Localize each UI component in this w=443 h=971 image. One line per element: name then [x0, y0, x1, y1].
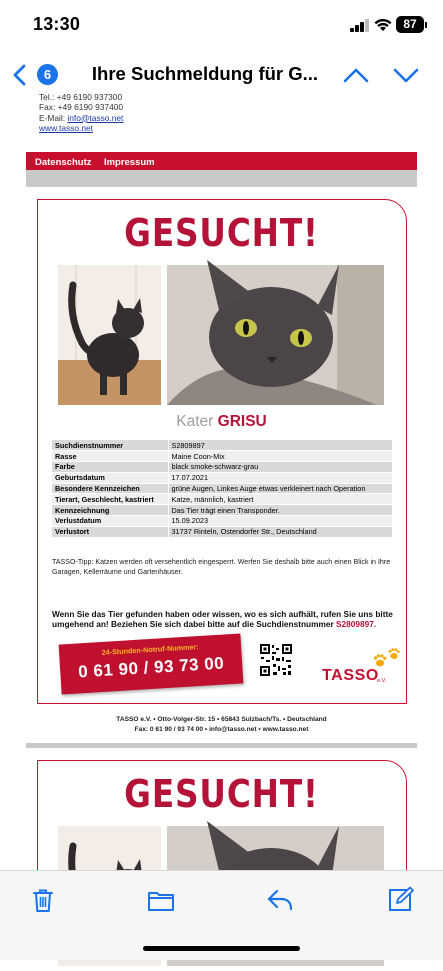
info-value: S2809897: [168, 440, 392, 451]
info-value: 31737 Rinteln, Ostendorfer Str., Deutschland: [168, 526, 392, 537]
email-link[interactable]: info@tasso.net: [67, 112, 124, 123]
battery-cap: [425, 22, 427, 28]
footer-grey-band: [26, 170, 417, 187]
wanted-poster[interactable]: [26, 187, 417, 747]
info-row: [52, 516, 392, 527]
poster-address: [26, 715, 417, 735]
qr-code-icon: [259, 643, 293, 677]
chevron-down-icon[interactable]: [393, 64, 419, 86]
trash-icon[interactable]: [29, 886, 57, 914]
status-bar: [0, 0, 443, 50]
info-row: [52, 483, 392, 494]
pet-name-heading: [26, 413, 417, 431]
tasso-tip-text: TASSO-Tipp: Katzen werden oft versehentlich eingesperrt. Werfen Sie deshalb bitte auch einen Blick in Ihre Garagen, Kellerräume und Gartenhäuser.: [52, 558, 391, 576]
tasso-logo: TASSO: [322, 667, 379, 684]
impressum-link[interactable]: Impressum: [103, 157, 155, 168]
paw-prints-icon: [371, 647, 403, 669]
info-label: Rasse: [52, 451, 168, 462]
unread-count-badge[interactable]: 6: [37, 64, 58, 85]
info-row: [52, 494, 392, 505]
cta-search-number: S2809897.: [336, 619, 377, 630]
cta-body: Wenn Sie das Tier gefunden haben oder wissen, wo es sich aufhält, rufen Sie uns bitte umgehend an! Beziehen Sie sich dabei bitte auf die Suchdienstnummer: [52, 609, 393, 630]
info-value: grüne Augen, Linkes Auge etwas verkleinert nach Operation: [168, 483, 392, 494]
wifi-icon: [373, 16, 393, 32]
contact-email-label: E-Mail:: [39, 112, 68, 123]
info-row: [52, 505, 392, 516]
info-value: Das Tier trägt einen Transponder.: [168, 505, 392, 516]
info-row: [52, 440, 392, 451]
status-time: 13:30: [33, 14, 81, 34]
tasso-logo-suffix: e.V.: [377, 678, 387, 684]
footer-link-bar: [26, 152, 417, 170]
email-body[interactable]: [0, 92, 443, 870]
info-label: Besondere Kennzeichen: [52, 483, 168, 494]
website-link[interactable]: www.tasso.net: [39, 122, 93, 133]
poster-title: GESUCHT!: [124, 772, 319, 816]
battery-indicator: 87: [396, 16, 424, 33]
cat-photo-closeup: [167, 265, 384, 405]
hotline-label: 24-Stunden-Notruf-Nummer:: [101, 642, 199, 657]
contact-tel: Tel.: +49 6190 937300: [39, 92, 123, 102]
hotline-number[interactable]: 0 61 90 / 93 73 00: [77, 653, 225, 682]
cat-photo-full-body: [58, 265, 161, 405]
pet-info-table: [52, 440, 392, 538]
info-value: Maine Coon-Mix: [168, 451, 392, 462]
contact-block: [39, 92, 123, 133]
info-value: Katze, männlich, kastriert: [168, 494, 392, 505]
info-value: 17.07.2021: [168, 472, 392, 483]
address-line-2: Fax: 0 61 90 / 93 74 00 • info@tasso.net • www.tasso.net: [134, 726, 309, 733]
datenschutz-link[interactable]: Datenschutz: [35, 157, 92, 168]
chevron-left-icon[interactable]: [10, 63, 30, 87]
info-label: Tierart, Geschlecht, kastriert: [52, 494, 168, 505]
info-row: [52, 526, 392, 537]
call-to-action-text: [52, 609, 397, 630]
address-line-1: TASSO e.V. • Otto-Volger-Str. 15 • 65843 Sulzbach/Ts. • Deutschland: [116, 716, 327, 723]
pet-type-label: Kater: [176, 413, 214, 430]
info-label: Geburtsdatum: [52, 472, 168, 483]
info-label: Kennzeichnung: [52, 505, 168, 516]
compose-icon[interactable]: [386, 886, 414, 914]
pet-name: GRISU: [217, 413, 267, 430]
info-row: [52, 462, 392, 473]
wanted-poster-copy[interactable]: [26, 748, 417, 888]
info-row: [52, 472, 392, 483]
info-label: Verlustdatum: [52, 516, 168, 527]
info-label: Suchdienstnummer: [52, 440, 168, 451]
contact-email-row: [39, 113, 123, 123]
info-row: [52, 451, 392, 462]
info-value: 15.09.2023: [168, 516, 392, 527]
message-subject-title: Ihre Suchmeldung für G...: [91, 63, 319, 84]
cellular-signal-icon: [350, 19, 370, 32]
chevron-up-icon[interactable]: [343, 64, 369, 86]
info-label: Verlustort: [52, 526, 168, 537]
info-label: Farbe: [52, 462, 168, 473]
poster-title: GESUCHT!: [124, 211, 319, 255]
info-value: black smoke-schwarz-grau: [168, 462, 392, 473]
contact-fax: Fax: +49 6190 937400: [39, 102, 124, 113]
folder-icon[interactable]: [147, 886, 175, 914]
home-indicator[interactable]: [143, 946, 300, 951]
reply-icon[interactable]: [266, 886, 294, 914]
